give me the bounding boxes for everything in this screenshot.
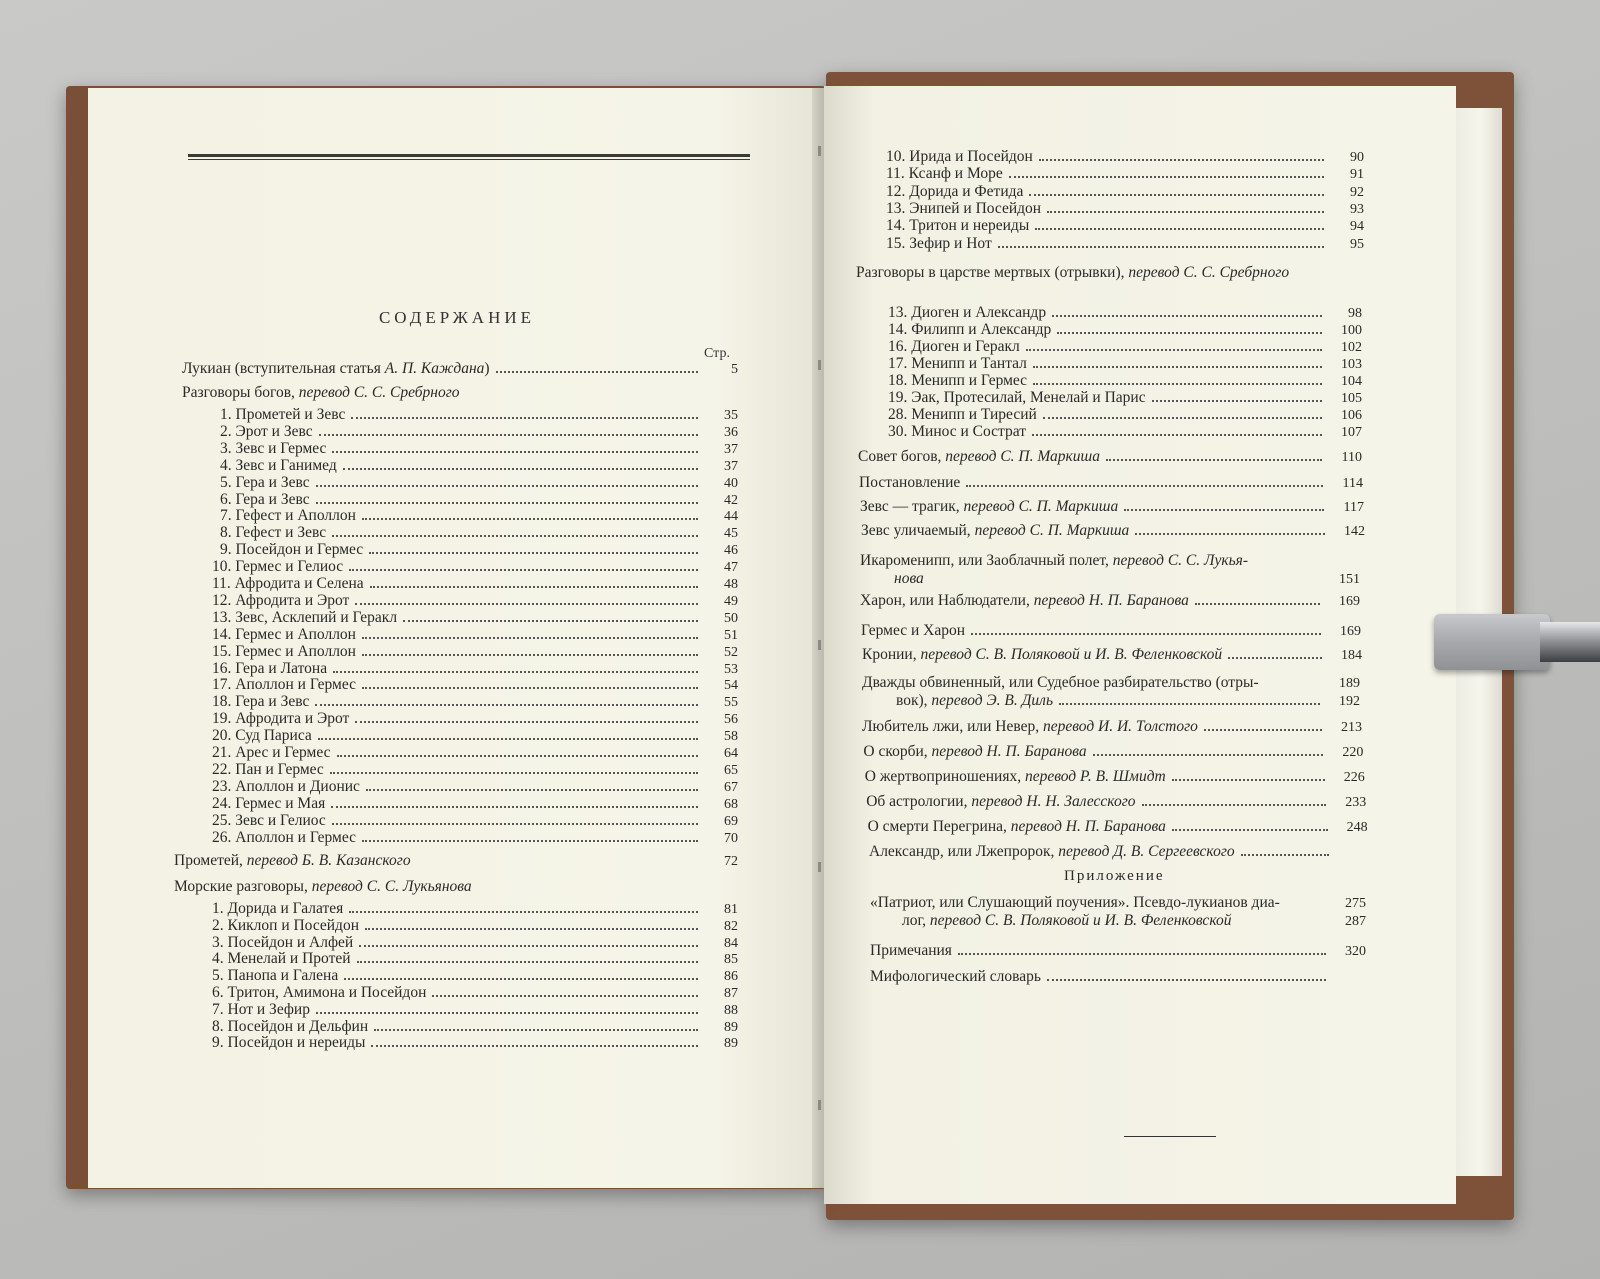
toc-entry[interactable]: 24. Гермес и Мая 68 (212, 794, 738, 812)
toc-section-sea: Морские разговоры, перевод С. С. Лукьянова (174, 878, 472, 895)
toc-entry[interactable]: 10. Ирида и Посейдон 90 (886, 148, 1364, 165)
toc-entry[interactable]: 5. Гера и Зевс 40 (220, 473, 738, 491)
toc-entry[interactable]: 11. Ксанф и Море 91 (886, 165, 1364, 183)
toc-entry-patriot[interactable]: «Патриот, или Слушающий поучения». Псевдо-лукианов диа- 275 (870, 894, 1366, 911)
toc-section-gods: Разговоры богов, перевод С. С. Сребрного (182, 384, 460, 401)
toc-entry-intro[interactable]: Лукиан (вступительная статья А. П. Каждана) 5 (182, 360, 738, 377)
binding-stitch (818, 360, 821, 370)
toc-entry[interactable]: 22. Пан и Гермес 65 (212, 760, 738, 778)
toc-entry[interactable]: 28. Менипп и Тиресий 106 (888, 406, 1362, 423)
closing-rule (1124, 1136, 1216, 1137)
toc-entry[interactable]: 12. Афродита и Эрот 49 (212, 591, 738, 609)
pen-clip (1434, 614, 1550, 670)
toc-entry[interactable]: 14. Филипп и Александр 100 (888, 321, 1362, 338)
page-title: СОДЕРЖАНИЕ (378, 308, 536, 327)
toc-entry[interactable]: Совет богов, перевод С. П. Маркиша 110 (858, 448, 1362, 465)
toc-entry[interactable]: Любитель лжи, или Невер, перевод И. И. Толстого 213 (862, 718, 1362, 735)
toc-entry[interactable]: 25. Зевс и Гелиос 69 (212, 811, 738, 829)
left-page (88, 88, 826, 1188)
toc-entry[interactable]: О смерти Перегрина, перевод Н. П. Баранова 248 (867, 818, 1368, 835)
toc-entry[interactable]: 17. Аполлон и Гермес 54 (212, 676, 738, 694)
toc-entry[interactable]: 19. Эак, Протесилай, Менелай и Парис 105 (888, 389, 1362, 406)
binding-stitch (818, 862, 821, 872)
toc-entry[interactable]: 3. Посейдон и Алфей 84 (212, 933, 738, 951)
toc-entry[interactable]: 12. Дорида и Фетида 92 (886, 182, 1364, 200)
toc-entry[interactable]: Об астрологии, перевод Н. Н. Залесского 233 (866, 793, 1367, 810)
toc-entry[interactable]: 18. Менипп и Гермес 104 (888, 372, 1362, 389)
toc-entry[interactable]: Зевс — трагик, перевод С. П. Маркиша 117 (860, 498, 1364, 515)
toc-entry[interactable]: 7. Нот и Зефир 88 (212, 1000, 738, 1018)
toc-entry[interactable]: 8. Гефест и Зевс 45 (220, 524, 738, 542)
toc-entry[interactable]: О жертвоприношениях, перевод Р. В. Шмидт 226 (864, 768, 1365, 785)
right-page (824, 86, 1456, 1204)
toc-entry[interactable]: 14. Тритон и нереиды 94 (886, 217, 1364, 235)
toc-entry[interactable]: 13. Диоген и Александр 98 (888, 304, 1362, 321)
toc-entry[interactable]: 6. Гера и Зевс 42 (220, 490, 738, 508)
toc-entry[interactable]: 13. Зевс, Асклепий и Геракл 50 (212, 608, 738, 626)
binding-stitch (818, 1100, 821, 1110)
toc-entry[interactable]: 13. Энипей и Посейдон 93 (886, 199, 1364, 217)
toc-entry[interactable]: 15. Гермес и Аполлон 52 (212, 642, 738, 660)
toc-entry-ikaromenipp[interactable]: Икароменипп, или Заоблачный полет, перевод С. С. Лукья- (860, 552, 1249, 569)
toc-entry-dictionary[interactable]: Мифологический словарь (870, 968, 1366, 985)
toc-entry[interactable]: 1. Прометей и Зевс 35 (220, 406, 738, 423)
toc-entry[interactable]: 14. Гермес и Аполлон 51 (212, 625, 738, 643)
toc-entry[interactable]: 30. Минос и Сострат 107 (888, 423, 1362, 440)
toc-entry[interactable]: Постановление 114 (859, 474, 1363, 491)
toc-entry-ikaromenipp-cont[interactable]: нова 151 (894, 570, 1360, 587)
appendix-title: Приложение (1064, 868, 1165, 884)
toc-entry[interactable]: 10. Гермес и Гелиос 47 (212, 558, 738, 576)
toc-section-dead: Разговоры в царстве мертвых (отрывки), перевод С. С. Сребрного (856, 264, 1290, 281)
toc-entry[interactable]: Гермес и Харон 169 (861, 622, 1361, 639)
toc-entry[interactable]: 26. Аполлон и Гермес 70 (212, 828, 738, 846)
page-column-label: Стр. (704, 346, 730, 361)
toc-entry[interactable]: 16. Диоген и Геракл 102 (888, 338, 1362, 355)
toc-entry[interactable]: 4. Менелай и Протей 85 (212, 950, 738, 968)
toc-entry-dvazhdy[interactable]: Дважды обвиненный, или Судебное разбирательство (отры- 189 (862, 674, 1360, 691)
toc-entry[interactable]: 9. Посейдон и нереиды 89 (212, 1034, 738, 1052)
toc-entry[interactable]: 19. Афродита и Эрот 56 (212, 710, 738, 728)
toc-entry[interactable]: 2. Киклоп и Посейдон 82 (212, 916, 738, 934)
toc-entry[interactable]: 17. Менипп и Тантал 103 (888, 355, 1362, 372)
toc-entry[interactable]: Александр, или Лжепророк, перевод Д. В. Сергеевского (869, 843, 1369, 860)
toc-entry[interactable]: 23. Аполлон и Дионис 67 (212, 777, 738, 795)
toc-entry[interactable]: Харон, или Наблюдатели, перевод Н. П. Баранова 169 (860, 592, 1360, 609)
toc-entry[interactable]: 16. Гера и Латона 53 (212, 659, 738, 677)
toc-entry-dvazhdy-cont[interactable]: вок), перевод Э. В. Диль 192 (896, 692, 1360, 709)
toc-entry[interactable]: 8. Посейдон и Дельфин 89 (212, 1017, 738, 1035)
toc-entry[interactable]: 5. Панопа и Галена 86 (212, 967, 738, 985)
toc-entry[interactable]: О скорби, перевод Н. П. Баранова 220 (863, 743, 1364, 760)
toc-entry[interactable]: 21. Арес и Гермес 64 (212, 744, 738, 761)
toc-entry[interactable]: 20. Суд Париса 58 (212, 727, 738, 745)
toc-entry-prometheus[interactable]: Прометей, перевод Б. В. Казанского 72 (174, 852, 738, 869)
toc-entry[interactable]: 11. Афродита и Селена 48 (212, 575, 738, 592)
toc-entry[interactable]: 9. Посейдон и Гермес 46 (220, 541, 738, 559)
toc-entry[interactable]: 3. Зевс и Гермес 37 (220, 439, 738, 457)
toc-entry[interactable]: 6. Тритон, Амимона и Посейдон 87 (212, 984, 738, 1001)
toc-entry[interactable]: 2. Эрот и Зевс 36 (220, 422, 738, 440)
header-rule (188, 154, 750, 160)
toc-entry[interactable]: 7. Гефест и Аполлон 44 (220, 507, 738, 525)
toc-entry[interactable]: 1. Дорида и Галатея 81 (212, 900, 738, 917)
toc-entry-patriot-cont[interactable]: лог, перевод С. В. Поляковой и И. В. Феленковской 287 (902, 912, 1366, 929)
toc-entry[interactable]: 18. Гера и Зевс 55 (212, 693, 738, 711)
toc-entry[interactable]: 4. Зевс и Ганимед 37 (220, 456, 738, 474)
binding-stitch (818, 146, 821, 156)
toc-entry[interactable]: Зевс уличаемый, перевод С. П. Маркиша 142 (861, 522, 1365, 539)
binding-stitch (818, 640, 821, 650)
toc-entry[interactable]: 15. Зефир и Нот 95 (886, 234, 1364, 252)
toc-entry[interactable]: Кронии, перевод С. В. Поляковой и И. В. Феленковской 184 (862, 646, 1362, 663)
toc-entry-notes[interactable]: Примечания 320 (870, 942, 1366, 959)
pen-body (1540, 622, 1600, 662)
